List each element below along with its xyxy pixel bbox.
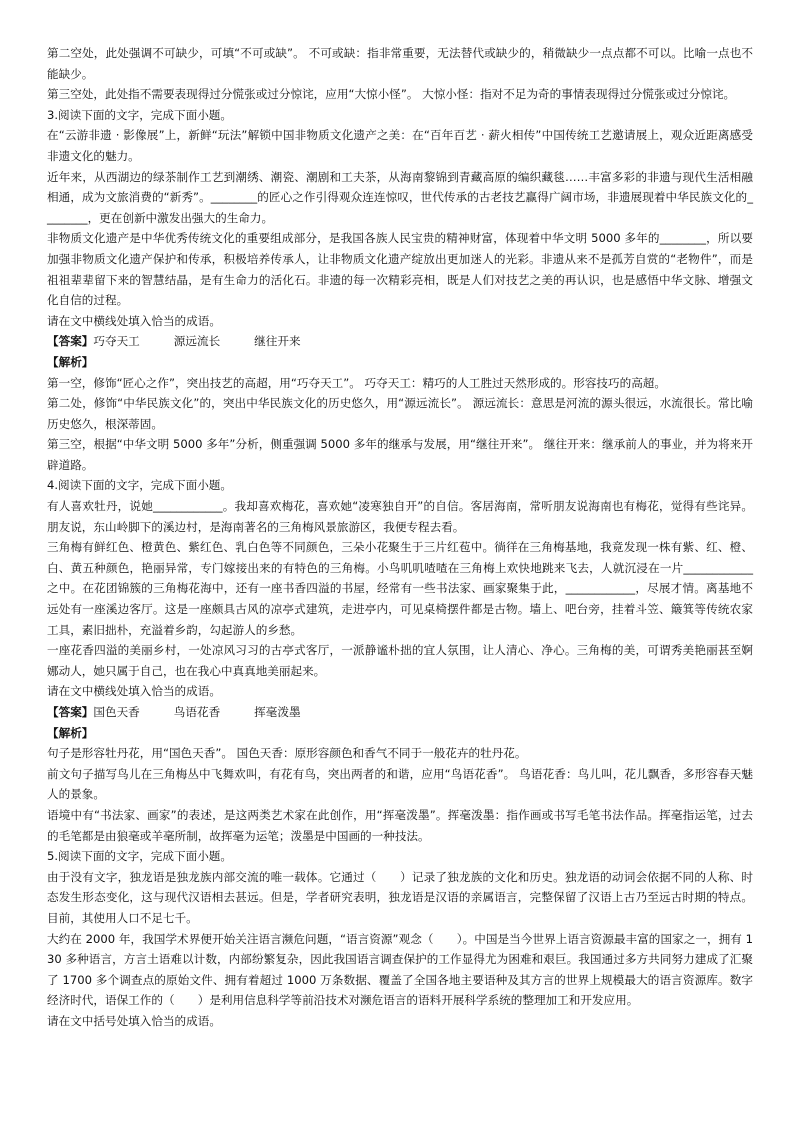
document-page [47, 43, 753, 1032]
question-instruction: 请在文中横线处填入恰当的成语。 [47, 313, 221, 328]
paragraph: 三角梅有鲜红色、橙黄色、紫红色、乳白色等不同颜色，三朵小花聚生于三片红苞中。徜徉在三角梅基地，我竟发现一株有紫、红、橙、白、黄五种颜色，艳丽异常，专门嫁接出来的有特色的三角梅。小鸟叽叽喳喳在三角梅上欢快地跳来飞去，人就沉浸在一片____________之中。在花团锦簇的三角梅花海中，还有一座书香四溢的书屋，经常有一些书法家、画家聚集于此，____________，尽展才情。离基地不远处有一座溪边客厅。这是一座颇具古风的凉亭式建筑，走进亭内，可见桌椅摆件都是古物。墙上、吧台旁，挂着斗笠、簸箕等传统农家工具，素旧拙朴，充溢着乡韵，勾起游人的乡愁。 [47, 540, 753, 637]
answer-line [47, 331, 753, 352]
paragraph: 有人喜欢牡丹，说她____________。我却喜欢梅花，喜欢她“凌寒独自开”的自信。客居海南，常听朋友说海南也有梅花，觉得有些诧异。朋友说，东山岭脚下的溪边村，是海南著名的三角梅风景旅游区，我便专程去看。 [47, 499, 753, 534]
answer-item: 源远流长 [173, 334, 221, 349]
analysis-label: 【解析】 [47, 354, 94, 369]
answer-item: 挥毫泼墨 [254, 705, 301, 719]
analysis-paragraph: 第二处，修饰“中华民族文化”的，突出中华民族文化的历史悠久，用“源远流长”。 源远流长：意思是河流的源头很远，水流很长。常比喻历史悠久，根深蒂固。 [47, 396, 753, 431]
analysis-paragraph: 第一空，修饰“匠心之作”，突出技艺的高超，用“巧夺天工”。 巧夺天工：精巧的人工胜过天然形成的。形容技巧的高超。 [47, 375, 666, 390]
question-instruction: 请在文中横线处填入恰当的成语。 [47, 684, 221, 699]
answer-item: 继往开来 [254, 334, 301, 349]
answer-item: 巧夺天工 [93, 334, 140, 349]
answer-item: 鸟语花香 [173, 705, 221, 719]
question-heading: 5.阅读下面的文字，完成下面小题。 [47, 849, 232, 864]
answer-item: 国色天香 [93, 705, 140, 719]
paragraph: 非物质文化遗产是中华优秀传统文化的重要组成部分，是我国各族人民宝贵的精神财富，体现着中华文明 5000 多年的________，所以要加强非物质文化遗产保护和传承，积极培养传承人，让非物质文化遗产绽放出更加迷人的光彩。非遗从来不是孤芳自赏的“老物件”，而是祖祖辈辈留下来的智慧结晶，是有生命力的活化石。非遗的每一次精彩亮相，既是人们对技艺之美的再认识，也是感悟中华文脉、增强文化自信的过程。 [47, 231, 753, 308]
analysis-paragraph: 前文句子描写鸟儿在三角梅丛中飞舞欢叫，有花有鸟，突出两者的和谐，应用“鸟语花香”。 鸟语花香：鸟儿叫，花儿飘香，多形容春天魅人的景象。 [47, 766, 753, 802]
analysis-paragraph: 句子是形容牡丹花，用“国色天香”。 国色天香：原形容颜色和香气不同于一般花卉的牡丹花。 [47, 746, 527, 761]
paragraph: 第二空处，此处强调不可缺少，可填“不可或缺”。 不可或缺：指非常重要，无法替代或缺少的，稍微缺少一点点都不可以。比喻一点也不能缺少。 [47, 46, 753, 81]
answer-label: 【答案】 [47, 334, 94, 349]
analysis-label: 【解析】 [47, 725, 94, 740]
paragraph: 由于没有文字，独龙语是独龙族内部交流的唯一载体。它通过（ ）记录了独龙族的文化和历史。独龙语的动词会依据不同的人称、时态发生形态变化，这与现代汉语相去甚远。但是，学者研究表明，独龙语是汉语的亲属语言，完整保留了汉语上古乃至远古时期的特点。目前，其使用人口不足七千。 [47, 869, 753, 925]
question-instruction: 请在文中括号处填入恰当的成语。 [47, 1013, 221, 1028]
paragraph: 一座花香四溢的美丽乡村，一处凉风习习的古亭式客厅，一派静谧朴拙的宜人氛围，让人清心、净心。三角梅的美，可谓秀美艳丽甚至婀娜动人，她只属于自己，也在我心中真真地美丽起来。 [47, 643, 753, 678]
answer-label: 【答案】 [47, 705, 94, 719]
analysis-paragraph: 语境中有“书法家、画家”的表述，是这两类艺术家在此创作，用“挥毫泼墨”。挥毫泼墨：指作画或书写毛笔书法作品。挥毫指运笔，过去的毛笔都是由狼毫或羊毫所制，故挥毫为运笔；泼墨是中国画的一种技法。 [47, 807, 753, 843]
paragraph: 大约在 2000 年，我国学术界便开始关注语言濒危问题，“语言资源”观念（ ）。中国是当今世界上语言资源最丰富的国家之一，拥有 130 多种语言，方言土语难以计数，内部纷繁复杂，因此我国语言调查保护的工作显得尤为困难和艰巨。我国通过多方共同努力建成了汇聚了 1700 多个调查点的原始文件、拥有着超过 1000 万条数据、覆盖了全国各地主要语种及其方言的世界上规模最大的语言资源库。数字经济时代，语保工作的（ ）是利用信息科学等前沿技术对濒危语言的语料开展科学系统的整理加工和开发应用。 [47, 931, 753, 1008]
answer-line [47, 702, 753, 723]
paragraph: 第三空处，此处指不需要表现得过分慌张或过分惊诧，应用“大惊小怪”。 大惊小怪：指对不足为奇的事情表现得过分慌张或过分惊诧。 [47, 87, 736, 102]
question-heading: 3.阅读下面的文字，完成下面小题。 [47, 107, 232, 122]
question-heading: 4.阅读下面的文字，完成下面小题。 [47, 478, 232, 493]
analysis-paragraph: 第三空，根据“中华文明 5000 多年”分析，侧重强调 5000 多年的继承与发展，用“继往开来”。 继往开来：继承前人的事业，并为将来开辟道路。 [47, 437, 753, 472]
paragraph: 在“云游非遗 · 影像展”上，新鲜“玩法”解锁中国非物质文化遗产之美：在“百年百艺 · 薪火相传”中国传统工艺邀请展上，观众近距离感受非遗文化的魅力。 [47, 128, 753, 163]
paragraph: 近年来，从西湖边的绿茶制作工艺到潮绣、潮瓷、潮剧和工夫茶，从海南黎锦到青藏高原的编织藏毯……丰富多彩的非遗与现代生活相融相通，成为文旅消费的“新秀”。________的匠心之作引得观众连连惊叹，世代传承的古老技艺赢得广阔市场，非遗展现着中华民族文化的________，更在创新中激发出强大的生命力。 [47, 169, 753, 225]
